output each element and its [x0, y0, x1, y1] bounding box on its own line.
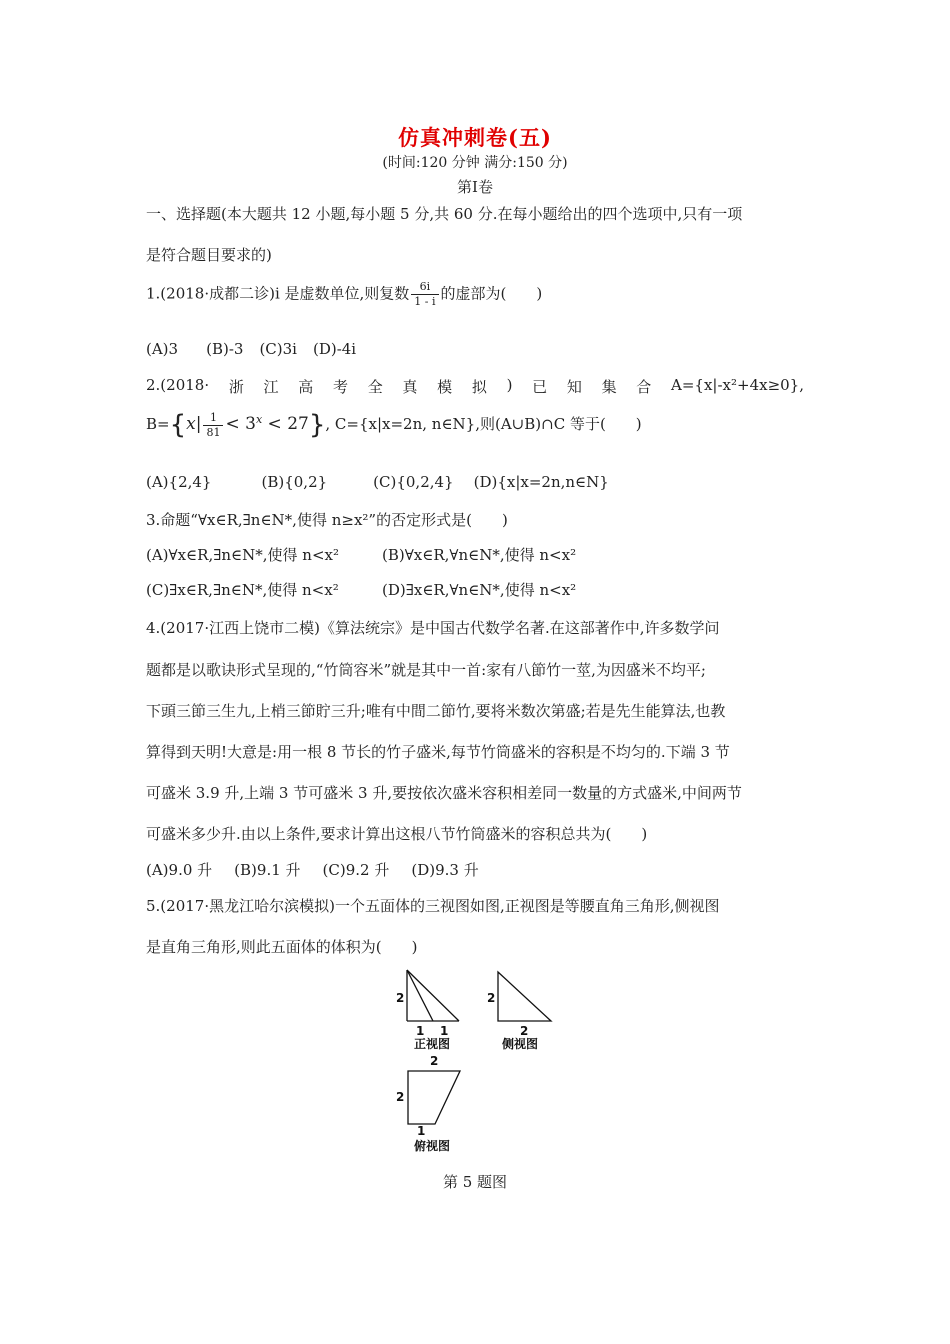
q1-frac-numerator: 6i: [411, 280, 438, 295]
top-view-quadrilateral: [408, 1071, 460, 1124]
q2-char: 高: [298, 378, 314, 396]
question-3-stem: 3.命题“∀x∈R,∃n∈N*,使得 n≥x²”的否定形式是( ): [146, 511, 508, 529]
question-4-line: 可盛米多少升.由以上条件,要求计算出这根八节竹筒盛米的容积总共为( ): [146, 825, 648, 843]
top-view-width-label: 2: [430, 1054, 439, 1068]
front-view-base-left-label: 1: [416, 1024, 425, 1038]
q2-option-d: (D){x|x=2n,n∈N}: [473, 473, 609, 491]
q1-option-d: (D)-4i: [312, 340, 357, 358]
question-5-line2: 是直角三角形,则此五面体的体积为( ): [146, 938, 418, 956]
q2-b-fraction: [203, 411, 223, 440]
question-1-options: [146, 340, 382, 358]
q3-option-a: (A)∀x∈R,∃n∈N*,使得 n<x²: [146, 546, 339, 564]
q2-set-a: A={x|-x²+4x≥0},: [671, 376, 804, 394]
three-view-figure: [380, 960, 580, 1160]
question-4-line: 4.(2017·江西上饶市二模)《算法统宗》是中国古代数学名著.在这部著作中,许多数学问: [146, 619, 720, 637]
q3-option-d: (D)∃x∈R,∀n∈N*,使得 n<x²: [382, 581, 577, 599]
left-brace-glyph: {: [169, 410, 187, 440]
q2-char: 真: [402, 378, 418, 396]
q4-option-a: (A)9.0 升: [146, 861, 213, 879]
question-4-line: 可盛米 3.9 升,上端 3 节可盛米 3 升,要按依次盛米容积相差同一数量的方式盛米,中间两节: [146, 784, 742, 802]
q2-b-exponent: x: [255, 413, 263, 426]
q2-char: 已: [532, 378, 548, 396]
q2-b-frac-num: 1: [203, 411, 223, 426]
front-view-base-right-label: 1: [440, 1024, 449, 1038]
front-view-height-label: 2: [396, 991, 405, 1005]
q3-option-c: (C)∃x∈R,∃n∈N*,使得 n<x²: [146, 581, 339, 599]
q1-option-a: (A)3: [146, 340, 179, 358]
q2-char: ): [506, 376, 513, 394]
q1-frac-denominator: 1 - i: [414, 295, 436, 308]
q1-prefix: 1.(2018·成都二诊)i 是虚数单位,则复数: [146, 284, 410, 303]
exam-time-info: (时间:120 分钟 满分:150 分): [382, 155, 568, 171]
q1-option-b: (B)-3: [206, 340, 244, 358]
volume-heading: 第Ⅰ卷: [457, 178, 493, 196]
q1-suffix: 的虚部为( ): [440, 284, 543, 303]
question-4-options: [146, 859, 505, 880]
question-4-line: 下頭三節三生九,上梢三節貯三升;唯有中間二節竹,要将米数次第盛;若是先生能算法,也教: [146, 702, 726, 720]
q2-char: 知: [566, 378, 582, 396]
q1-option-c: (C)3i: [259, 340, 297, 358]
front-view: [396, 970, 459, 1051]
page-title: 仿真冲刺卷(五): [398, 125, 552, 150]
question-4-line: 算得到天明!大意是:用一根 8 节长的竹子盛米,每节竹筒盛米的容积是不均匀的.下端 3 节: [146, 743, 730, 761]
front-view-edge: [407, 970, 459, 1021]
q2-char: 全: [367, 378, 383, 396]
q2-option-a: (A){2,4}: [146, 473, 212, 491]
q2-char: 江: [263, 378, 279, 396]
question-4-line: 题都是以歌诀形式呈现的,“竹筒容米”就是其中一首:家有八節竹一莖,为因盛米不均平;: [146, 661, 706, 679]
q4-option-c: (C)9.2 升: [322, 861, 390, 879]
section-instructions-line2: 是符合题目要求的): [146, 246, 272, 264]
top-view-bottom-label: 1: [417, 1124, 426, 1138]
q2-char: 考: [332, 378, 348, 396]
question-2-line1: [146, 376, 804, 397]
top-view-caption: 俯视图: [414, 1139, 451, 1153]
q2-char: 拟: [471, 378, 487, 396]
side-view-caption: 侧视图: [502, 1037, 539, 1051]
figure-caption: 第 5 题图: [442, 1173, 508, 1191]
front-view-edge: [407, 970, 433, 1021]
top-view-height-label: 2: [396, 1090, 405, 1104]
separator-bar: |: [195, 414, 202, 434]
q2-char: 2.(2018·: [146, 376, 210, 394]
question-2-options: [146, 473, 635, 491]
q2-option-b: (B){0,2}: [261, 473, 328, 491]
side-view: [487, 972, 551, 1051]
side-view-height-label: 2: [487, 991, 496, 1005]
question-2-line2: [146, 410, 642, 440]
q2-char: 浙: [228, 378, 244, 396]
q2-char: 集: [601, 378, 617, 396]
section-instructions-line1: 一、选择题(本大题共 12 小题,每小题 5 分,共 60 分.在每小题给出的四个选项中,只有一项: [146, 205, 743, 223]
q2-char: 模: [437, 378, 453, 396]
side-view-base-label: 2: [520, 1024, 529, 1038]
q3-option-b: (B)∀x∈R,∀n∈N*,使得 n<x²: [382, 546, 577, 564]
q2-b-frac-den: 81: [206, 425, 221, 439]
front-view-caption: 正视图: [414, 1037, 451, 1051]
right-brace-glyph: }: [308, 410, 326, 440]
top-view: [396, 1054, 460, 1153]
q2-b-var: x: [186, 414, 196, 434]
q2-b-prefix: B=: [146, 415, 170, 433]
q4-option-b: (B)9.1 升: [234, 861, 301, 879]
q2-option-c: (C){0,2,4}: [373, 473, 454, 491]
q2-char: 合: [636, 378, 652, 396]
q2-c-text: , C={x|x=2n, n∈N},则(A∪B)∩C 等于( ): [325, 415, 642, 433]
q4-option-d: (D)9.3 升: [411, 861, 479, 879]
question-5-line1: 5.(2017·黑龙江哈尔滨模拟)一个五面体的三视图如图,正视图是等腰直角三角形,侧视图: [146, 897, 720, 915]
q2-b-ineq: < 3: [225, 414, 256, 434]
question-1-stem: [146, 280, 542, 309]
side-view-triangle: [498, 972, 551, 1021]
q2-b-tail: < 27: [262, 414, 309, 434]
q1-fraction: [411, 280, 438, 309]
